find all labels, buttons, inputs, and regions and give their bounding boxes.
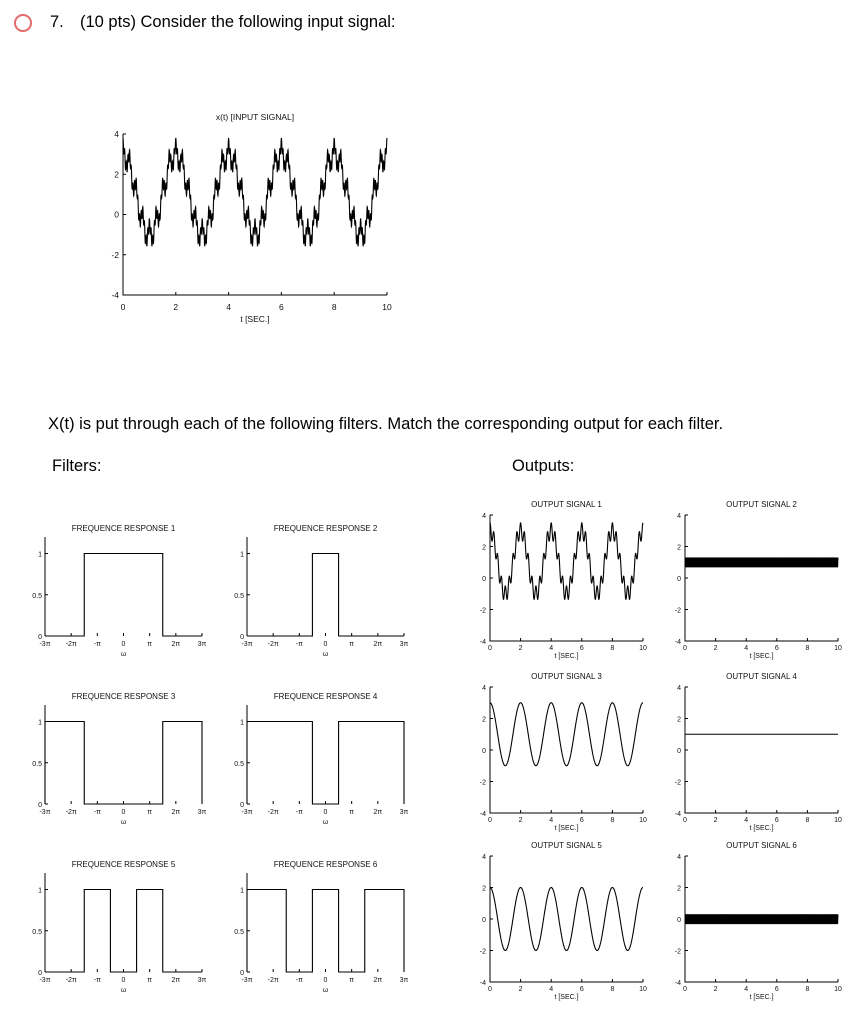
output4-xtick-label: 4: [744, 817, 749, 824]
output5-ytick-label: 2: [482, 885, 486, 893]
output1-xlabel: t [SEC.]: [554, 653, 579, 660]
output1-xtick-label: 2: [518, 645, 523, 652]
filter4-ytick-label: 1: [240, 719, 244, 727]
filter2-ytick-label: 0: [240, 634, 244, 641]
filter3-xlabel: ω: [120, 819, 127, 826]
filter3-response: [45, 722, 202, 805]
output4-title: OUTPUT SIGNAL 4: [726, 672, 797, 681]
filter3-xtick-label: -π: [93, 809, 101, 816]
output6-ytick-label: 4: [677, 854, 681, 861]
input-xtick-label: 2: [173, 302, 179, 312]
output1-xtick-label: 4: [549, 645, 554, 652]
filter5-ytick-label: 0: [38, 970, 42, 977]
input-ytick-label: -2: [111, 249, 119, 260]
filter6-xtick-label: 3π: [399, 977, 409, 984]
filter2-ytick-label: 1: [240, 551, 244, 559]
filter5-title: FREQUENCE RESPONSE 5: [71, 860, 176, 869]
input-xtick-label: 10: [382, 302, 392, 312]
filter5-xlabel: ω: [120, 987, 127, 994]
filter1-chart: [32, 524, 206, 658]
filter4-xtick-label: -3π: [241, 809, 253, 816]
filter1-ytick-label: 0.5: [32, 592, 42, 600]
output3-xtick-label: 0: [488, 817, 492, 824]
filter6-xtick-label: -2π: [267, 977, 279, 984]
filter3-xtick-label: 3π: [197, 809, 207, 816]
question-text: (10 pts) Consider the following input signal:: [80, 13, 396, 31]
instruction-text: X(t) is put through each of the following filters. Match the corresponding output for each filter.: [48, 415, 724, 433]
output5-ytick-label: -4: [479, 980, 486, 987]
output6-xtick-label: 0: [683, 986, 687, 993]
output2-xtick-label: 8: [805, 645, 810, 652]
output5-title: OUTPUT SIGNAL 5: [531, 841, 602, 850]
filter1-response: [45, 554, 202, 637]
output1-xtick-label: 6: [579, 645, 584, 652]
output3-xtick-label: 2: [518, 817, 523, 824]
output5-xtick-label: 6: [579, 986, 584, 993]
output1-ytick-label: 0: [482, 576, 486, 583]
output3-xlabel: t [SEC.]: [554, 825, 579, 832]
filter6-xtick-label: π: [349, 977, 355, 984]
filter2-xtick-label: -2π: [267, 641, 279, 648]
output4-xlabel: t [SEC.]: [749, 825, 774, 832]
filter6-xtick-label: -3π: [241, 977, 253, 984]
filter1-xtick-label: 0: [121, 641, 126, 648]
filter2-chart: [234, 524, 408, 658]
filter3-ytick-label: 0.5: [32, 760, 42, 768]
output5-trace: [490, 888, 643, 951]
input-ytick-label: 2: [114, 169, 119, 180]
filter4-xtick-label: 0: [323, 809, 328, 816]
filter2-title: FREQUENCE RESPONSE 2: [273, 524, 378, 533]
output5-xtick-label: 8: [610, 986, 615, 993]
output4-chart: [675, 672, 842, 832]
filter5-xtick-label: 3π: [197, 977, 207, 984]
output4-xtick-label: 2: [713, 817, 718, 824]
output2-xtick-label: 2: [713, 645, 718, 652]
filter5-ytick-label: 0.5: [32, 928, 42, 936]
filter1-xtick-label: -3π: [39, 641, 51, 648]
output6-ytick-label: -2: [674, 948, 681, 956]
output1-xtick-label: 0: [488, 645, 492, 652]
output5-axes: [490, 856, 643, 982]
filter6-xtick-label: -π: [295, 977, 303, 984]
filter3-ytick-label: 1: [38, 719, 42, 727]
output5-xtick-label: 2: [518, 986, 523, 993]
output4-ytick-label: 0: [677, 748, 681, 755]
filter6-xlabel: ω: [322, 987, 329, 994]
output6-ytick-label: 0: [677, 917, 681, 924]
input-ytick-label: 0: [114, 209, 119, 220]
output3-chart: [480, 672, 647, 832]
filter6-ytick-label: 0: [240, 970, 244, 977]
filter5-xtick-label: π: [147, 977, 153, 984]
filter2-response: [247, 554, 404, 637]
filter2-xtick-label: 3π: [399, 641, 409, 648]
output2-ytick-label: -4: [674, 639, 681, 646]
output3-xtick-label: 10: [639, 817, 647, 824]
output4-axes: [685, 687, 838, 813]
filter2-xtick-label: 0: [323, 641, 328, 648]
filter3-xtick-label: -2π: [65, 809, 77, 816]
input-axes: [123, 134, 387, 295]
output6-xtick-label: 2: [713, 986, 718, 993]
answer-checkbox[interactable]: [14, 14, 32, 32]
output3-ytick-label: -2: [479, 779, 486, 787]
output2-xlabel: t [SEC.]: [749, 653, 774, 660]
filter6-ytick-label: 0.5: [234, 928, 244, 936]
input-xtick-label: 8: [331, 302, 337, 312]
output2-ytick-label: 2: [677, 544, 681, 552]
filters-heading: Filters:: [52, 457, 102, 475]
filter4-xtick-label: 3π: [399, 809, 409, 816]
filter5-ytick-label: 1: [38, 887, 42, 895]
filter4-ytick-label: 0: [240, 802, 244, 809]
output4-ytick-label: -4: [674, 811, 681, 818]
filter5-xtick-label: 0: [121, 977, 126, 984]
filter5-xtick-label: -π: [93, 977, 101, 984]
output4-xtick-label: 8: [805, 817, 810, 824]
output1-trace: [490, 523, 643, 599]
filter1-xtick-label: -2π: [65, 641, 77, 648]
filter4-xlabel: ω: [322, 819, 329, 826]
input-ytick-label: -4: [111, 290, 119, 300]
outputs-heading: Outputs:: [512, 457, 575, 475]
output6-axes: [685, 856, 838, 982]
output3-axes: [490, 687, 643, 813]
input-trace: [123, 138, 387, 246]
filter5-xtick-label: 2π: [171, 977, 181, 984]
filter6-response: [247, 890, 404, 973]
filter1-xlabel: ω: [120, 651, 127, 658]
output1-xtick-label: 8: [610, 645, 615, 652]
output2-xtick-label: 4: [744, 645, 749, 652]
input-xtick-label: 4: [226, 302, 231, 312]
output3-ytick-label: 2: [482, 716, 486, 724]
output3-title: OUTPUT SIGNAL 3: [531, 672, 602, 681]
output1-xtick-label: 10: [639, 645, 647, 652]
filter6-chart: [234, 860, 408, 994]
filter2-xtick-label: π: [349, 641, 355, 648]
filter3-xtick-label: 0: [121, 809, 126, 816]
input-title: x(t) [INPUT SIGNAL]: [215, 112, 295, 122]
filter1-ytick-label: 0: [38, 634, 42, 641]
filter1-xtick-label: -π: [93, 641, 101, 648]
filter5-xtick-label: -2π: [65, 977, 77, 984]
output5-xtick-label: 4: [549, 986, 554, 993]
filter1-xtick-label: π: [147, 641, 153, 648]
output2-xtick-label: 6: [774, 645, 779, 652]
output2-xtick-label: 10: [834, 645, 842, 652]
output5-ytick-label: 4: [482, 854, 486, 861]
filter2-xtick-label: -π: [295, 641, 303, 648]
output5-xtick-label: 10: [639, 986, 647, 993]
filter6-title: FREQUENCE RESPONSE 6: [273, 860, 378, 869]
output2-ytick-label: 0: [677, 576, 681, 583]
output5-ytick-label: 0: [482, 917, 486, 924]
output1-title: OUTPUT SIGNAL 1: [531, 500, 602, 509]
filter4-title: FREQUENCE RESPONSE 4: [273, 692, 378, 701]
filter4-chart: [234, 692, 408, 826]
output5-chart: [480, 841, 647, 1001]
filter6-xtick-label: 0: [323, 977, 328, 984]
output3-ytick-label: 0: [482, 748, 486, 755]
output4-ytick-label: 2: [677, 716, 681, 724]
output1-ytick-label: -2: [479, 607, 486, 615]
output2-ytick-label: -2: [674, 607, 681, 615]
filter3-ytick-label: 0: [38, 802, 42, 809]
filter4-ytick-label: 0.5: [234, 760, 244, 768]
filter5-chart: [32, 860, 206, 994]
output6-xtick-label: 10: [834, 986, 842, 993]
output1-axes: [490, 515, 643, 641]
output3-xtick-label: 4: [549, 817, 554, 824]
filter4-xtick-label: -2π: [267, 809, 279, 816]
filter1-title: FREQUENCE RESPONSE 1: [71, 524, 176, 533]
output6-xtick-label: 6: [774, 986, 779, 993]
output6-xtick-label: 4: [744, 986, 749, 993]
output6-chart: [675, 841, 842, 993]
output4-xtick-label: 10: [834, 817, 842, 824]
input-ytick-label: 4: [114, 129, 119, 139]
output2-ytick-label: 4: [677, 513, 681, 520]
output4-ytick-label: -2: [674, 779, 681, 787]
output2-trace: [685, 558, 838, 567]
filter2-xlabel: ω: [322, 651, 329, 658]
output4-xtick-label: 6: [774, 817, 779, 824]
output6-ytick-label: -4: [674, 980, 681, 987]
filter4-response: [247, 722, 404, 805]
output6-ytick-label: 2: [677, 885, 681, 893]
output3-xtick-label: 6: [579, 817, 584, 824]
output5-ytick-label: -2: [479, 948, 486, 956]
output4-ytick-label: 4: [677, 685, 681, 692]
filter4-xtick-label: π: [349, 809, 355, 816]
filter1-xtick-label: 2π: [171, 641, 181, 648]
output6-xtick-label: 8: [805, 986, 810, 993]
filter6-ytick-label: 1: [240, 887, 244, 895]
input-xtick-label: 0: [120, 302, 126, 312]
output5-xtick-label: 0: [488, 986, 492, 993]
output4-xtick-label: 0: [683, 817, 687, 824]
filter4-xtick-label: -π: [295, 809, 303, 816]
output1-ytick-label: 4: [482, 513, 486, 520]
input-xtick-label: 6: [279, 302, 284, 312]
filter2-xtick-label: -3π: [241, 641, 253, 648]
input-xlabel: t [SEC.]: [240, 314, 270, 324]
output1-ytick-label: 2: [482, 544, 486, 552]
output6-title: OUTPUT SIGNAL 6: [726, 841, 797, 850]
filter2-ytick-label: 0.5: [234, 592, 244, 600]
filter1-ytick-label: 1: [38, 551, 42, 559]
output5-xlabel: t [SEC.]: [554, 994, 579, 1001]
input-chart: [111, 112, 392, 324]
output1-ytick-label: -4: [479, 639, 486, 646]
output3-ytick-label: 4: [482, 685, 486, 692]
filter3-xtick-label: 2π: [171, 809, 181, 816]
filter5-response: [45, 890, 202, 973]
output3-ytick-label: -4: [479, 811, 486, 818]
output1-chart: [480, 500, 647, 660]
output2-axes: [685, 515, 838, 641]
filter5-xtick-label: -3π: [39, 977, 51, 984]
filter1-xtick-label: 3π: [197, 641, 207, 648]
output6-xlabel: t [SEC.]: [749, 994, 774, 1001]
output6-trace: [685, 914, 838, 923]
output2-xtick-label: 0: [683, 645, 687, 652]
output3-xtick-label: 8: [610, 817, 615, 824]
filter3-title: FREQUENCE RESPONSE 3: [71, 692, 176, 701]
output3-trace: [490, 703, 643, 766]
filter4-xtick-label: 2π: [373, 809, 383, 816]
output2-chart: [675, 500, 842, 660]
output2-title: OUTPUT SIGNAL 2: [726, 500, 797, 509]
filter6-xtick-label: 2π: [373, 977, 383, 984]
question-number: 7.: [50, 13, 64, 31]
filter2-xtick-label: 2π: [373, 641, 383, 648]
filter3-xtick-label: π: [147, 809, 153, 816]
filter3-chart: [32, 692, 206, 826]
filter3-xtick-label: -3π: [39, 809, 51, 816]
